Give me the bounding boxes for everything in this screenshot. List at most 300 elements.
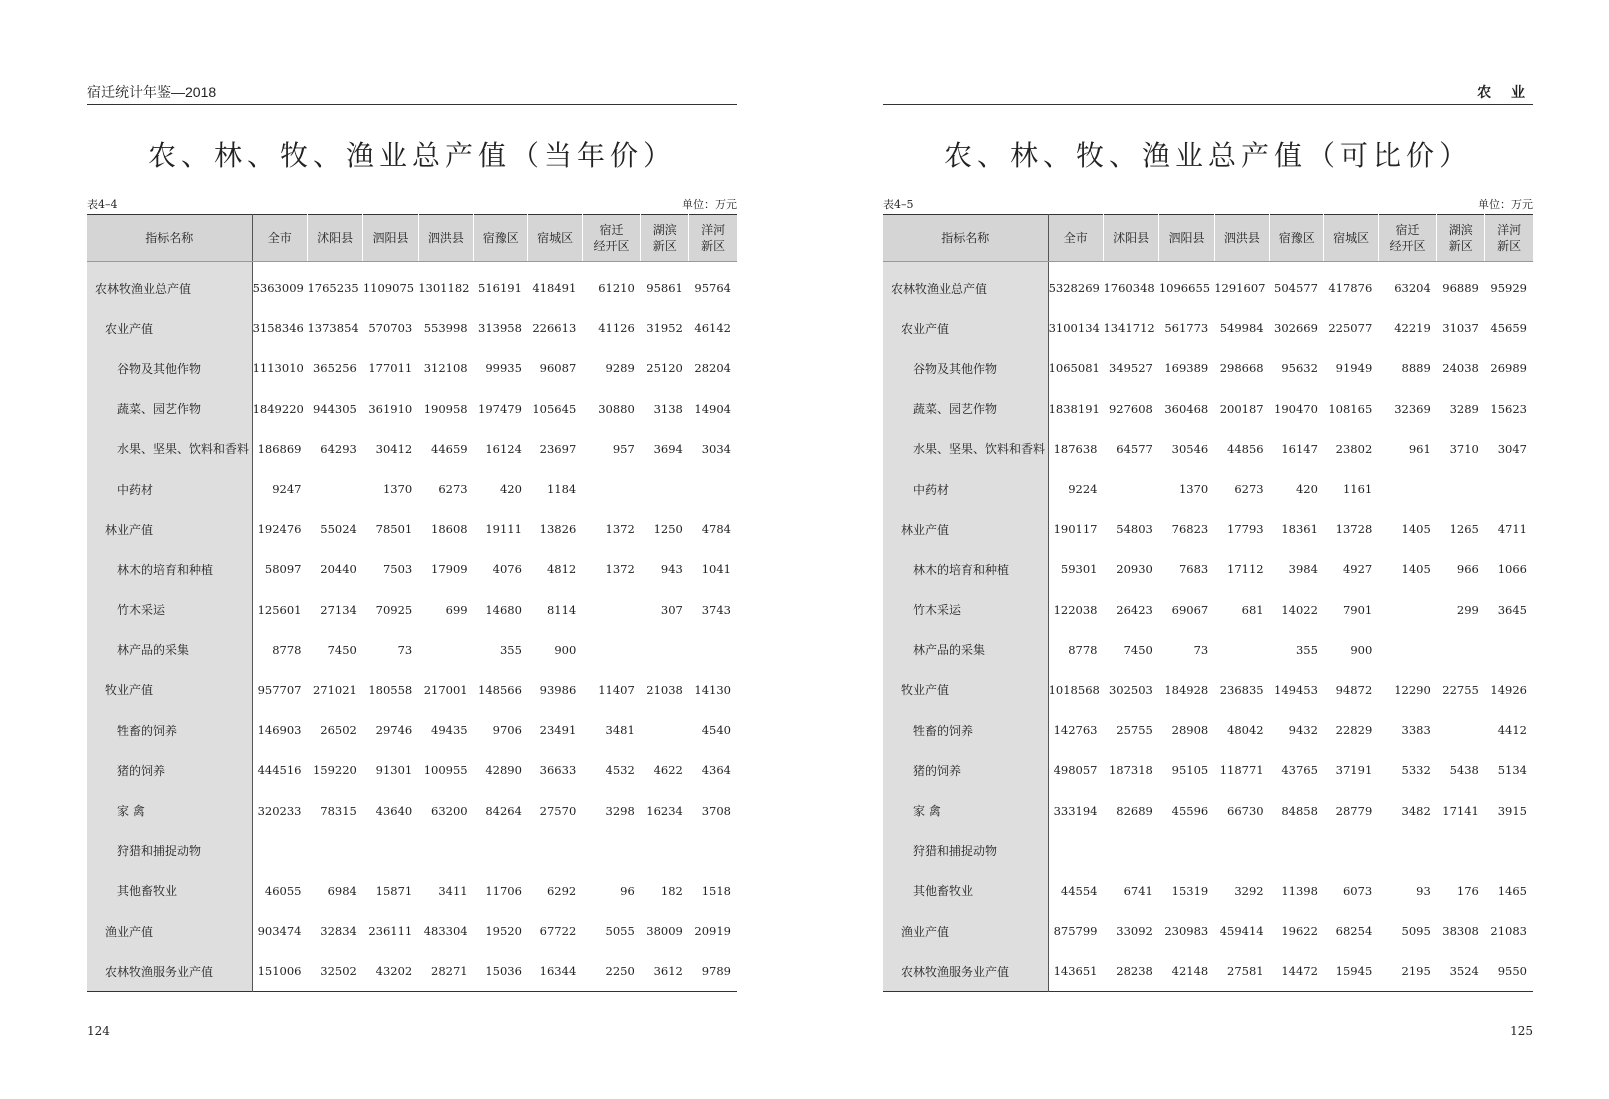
data-cell: 8778 — [1068, 642, 1098, 657]
data-cell: 312108 — [423, 361, 468, 376]
data-cell: 43202 — [375, 964, 413, 979]
data-cell: 46055 — [264, 883, 302, 898]
data-cell: 3710 — [1449, 441, 1479, 456]
data-cell: 498057 — [1053, 763, 1098, 778]
data-cell: 16124 — [485, 441, 522, 456]
data-cell: 1066 — [1497, 562, 1527, 577]
data-cell: 3612 — [653, 964, 683, 979]
data-cell: 6741 — [1123, 883, 1153, 898]
table-row — [87, 951, 737, 992]
data-cell — [474, 831, 528, 871]
data-cell — [582, 831, 641, 871]
data-cell: 190117 — [1053, 522, 1098, 537]
data-cell: 78315 — [320, 803, 357, 818]
data-cell: 118771 — [1219, 763, 1264, 778]
data-cell: 42219 — [1394, 321, 1431, 336]
data-cell: 31952 — [646, 321, 683, 336]
data-cell: 176 — [1456, 883, 1479, 898]
page-number: 124 — [87, 1024, 110, 1038]
row-label: 林产品的采集 — [87, 630, 252, 670]
data-cell — [1437, 469, 1485, 509]
data-cell: 217001 — [423, 682, 468, 697]
data-cell: 64293 — [320, 441, 357, 456]
data-cell: 95861 — [646, 281, 683, 296]
row-label: 水果、坚果、饮料和香料 — [87, 429, 252, 469]
data-cell: 3984 — [1288, 562, 1318, 577]
data-cell — [1437, 710, 1485, 750]
data-cell: 361910 — [368, 401, 413, 416]
data-cell: 36633 — [539, 763, 577, 778]
data-cell: 9789 — [701, 964, 731, 979]
data-cell: 313958 — [478, 321, 522, 336]
data-cell: 5363009 — [252, 281, 304, 296]
table-row — [883, 262, 1533, 309]
column-header: 宿豫区 — [474, 215, 528, 262]
data-cell: 570703 — [368, 321, 413, 336]
data-cell: 142763 — [1053, 723, 1098, 738]
data-cell: 299 — [1456, 602, 1479, 617]
column-header: 宿豫区 — [1270, 215, 1324, 262]
data-cell: 69067 — [1171, 602, 1209, 617]
data-cell: 11398 — [1281, 883, 1318, 898]
data-cell: 9706 — [492, 723, 522, 738]
table-row — [883, 469, 1533, 509]
data-cell: 3411 — [438, 883, 468, 898]
column-header: 洋河 新区 — [689, 215, 737, 262]
row-label: 猪的饲养 — [87, 750, 252, 790]
column-header: 湖滨 新区 — [641, 215, 689, 262]
data-cell — [582, 469, 641, 509]
data-cell — [1103, 469, 1158, 509]
data-cell: 95929 — [1490, 281, 1527, 296]
data-cell: 44659 — [431, 441, 468, 456]
data-cell: 420 — [499, 482, 522, 497]
data-cell: 68254 — [1335, 924, 1373, 939]
data-cell: 302669 — [1274, 321, 1318, 336]
data-cell: 966 — [1456, 562, 1479, 577]
data-cell: 3524 — [1449, 964, 1479, 979]
data-cell: 7503 — [382, 562, 413, 577]
table-row — [883, 509, 1533, 549]
data-cell: 19520 — [485, 924, 522, 939]
data-cell: 6073 — [1342, 883, 1373, 898]
data-cell: 225077 — [1328, 321, 1373, 336]
data-cell — [582, 630, 641, 670]
data-cell: 14022 — [1281, 602, 1318, 617]
data-cell: 11407 — [598, 682, 635, 697]
data-cell — [1378, 630, 1437, 670]
data-cell: 957707 — [257, 682, 302, 697]
data-cell: 302503 — [1108, 682, 1153, 697]
data-cell: 943 — [660, 562, 683, 577]
data-cell: 44554 — [1060, 883, 1098, 898]
data-cell — [1378, 469, 1437, 509]
data-cell: 20440 — [320, 562, 357, 577]
data-cell: 298668 — [1219, 361, 1264, 376]
column-header: 沭阳县 — [307, 215, 362, 262]
data-cell — [363, 831, 418, 871]
data-cell: 96 — [620, 883, 635, 898]
data-cell: 3481 — [605, 723, 635, 738]
data-cell: 3645 — [1497, 602, 1527, 617]
data-cell: 26502 — [320, 723, 357, 738]
data-cell: 59301 — [1060, 562, 1098, 577]
data-cell: 8778 — [272, 642, 302, 657]
row-label: 谷物及其他作物 — [883, 348, 1048, 388]
data-cell: 236835 — [1219, 682, 1264, 697]
table-row — [87, 389, 737, 429]
data-cell: 95105 — [1171, 763, 1209, 778]
data-cell — [689, 630, 737, 670]
data-cell: 1113010 — [252, 361, 304, 376]
row-label: 农林牧渔业总产值 — [883, 262, 1048, 309]
data-cell — [582, 590, 641, 630]
data-cell: 549984 — [1219, 321, 1264, 336]
data-cell: 32369 — [1394, 401, 1431, 416]
data-cell: 504577 — [1274, 281, 1318, 296]
data-cell: 23802 — [1335, 441, 1373, 456]
data-cell: 28204 — [694, 361, 731, 376]
data-cell: 28238 — [1116, 964, 1153, 979]
data-cell: 13728 — [1335, 522, 1373, 537]
data-cell: 105645 — [532, 401, 577, 416]
table-row — [87, 590, 737, 630]
data-cell: 14130 — [694, 682, 731, 697]
data-cell: 4412 — [1497, 723, 1527, 738]
data-cell: 125601 — [257, 602, 302, 617]
data-cell: 3482 — [1401, 803, 1431, 818]
row-label: 其他畜牧业 — [87, 871, 252, 911]
data-cell: 957 — [612, 441, 635, 456]
data-cell: 30880 — [598, 401, 635, 416]
table-row — [883, 630, 1533, 670]
row-label: 林业产值 — [883, 509, 1048, 549]
row-label: 狩猎和捕捉动物 — [87, 831, 252, 871]
data-cell: 4622 — [653, 763, 683, 778]
data-cell: 73 — [397, 642, 413, 657]
data-cell: 26989 — [1490, 361, 1527, 376]
row-label: 狩猎和捕捉动物 — [883, 831, 1048, 871]
data-cell — [641, 831, 689, 871]
row-label: 家 禽 — [87, 790, 252, 830]
data-cell: 84858 — [1281, 803, 1318, 818]
column-header: 全市 — [1048, 215, 1103, 262]
table-body — [883, 262, 1533, 992]
data-cell: 187638 — [1053, 441, 1098, 456]
data-cell: 25120 — [646, 361, 683, 376]
row-label: 其他畜牧业 — [883, 871, 1048, 911]
data-cell: 91301 — [375, 763, 413, 778]
data-cell: 5095 — [1401, 924, 1431, 939]
data-cell: 1373854 — [307, 321, 359, 336]
row-label: 牧业产值 — [883, 670, 1048, 710]
data-cell: 5438 — [1449, 763, 1479, 778]
data-cell: 159220 — [312, 763, 357, 778]
row-label: 水果、坚果、饮料和香料 — [883, 429, 1048, 469]
column-header: 宿迁 经开区 — [582, 215, 641, 262]
data-cell: 230983 — [1164, 924, 1209, 939]
data-cell: 18608 — [431, 522, 468, 537]
data-cell: 23697 — [539, 441, 577, 456]
data-cell: 3289 — [1449, 401, 1479, 416]
data-cell: 3915 — [1497, 803, 1527, 818]
table-row — [87, 911, 737, 951]
data-cell — [1485, 469, 1533, 509]
data-cell: 333194 — [1053, 803, 1098, 818]
data-cell: 16147 — [1281, 441, 1318, 456]
data-cell: 177011 — [368, 361, 413, 376]
unit-label: 单位：万元 — [1478, 198, 1533, 211]
data-cell: 5328269 — [1048, 281, 1100, 296]
column-header: 洋河 新区 — [1485, 215, 1533, 262]
data-cell: 561773 — [1164, 321, 1209, 336]
data-cell: 58097 — [264, 562, 302, 577]
data-cell: 14926 — [1490, 682, 1527, 697]
table-row — [883, 750, 1533, 790]
column-header: 泗洪县 — [1214, 215, 1269, 262]
data-cell — [1485, 831, 1533, 871]
data-cell: 4364 — [701, 763, 731, 778]
unit-label: 单位：万元 — [682, 198, 737, 211]
data-cell: 151006 — [257, 964, 302, 979]
data-cell — [689, 831, 737, 871]
data-cell: 1301182 — [418, 281, 470, 296]
data-cell — [418, 831, 473, 871]
data-cell: 184928 — [1164, 682, 1209, 697]
data-cell: 4711 — [1497, 522, 1527, 537]
data-cell: 420 — [1295, 482, 1318, 497]
data-cell — [1103, 831, 1158, 871]
data-cell: 94872 — [1335, 682, 1373, 697]
data-cell: 45596 — [1171, 803, 1209, 818]
data-cell: 149453 — [1274, 682, 1318, 697]
table-row — [883, 348, 1533, 388]
row-label: 中药材 — [87, 469, 252, 509]
row-label: 谷物及其他作物 — [87, 348, 252, 388]
table-row — [87, 308, 737, 348]
data-cell: 148566 — [478, 682, 522, 697]
data-cell: 32502 — [320, 964, 357, 979]
data-cell: 1096655 — [1158, 281, 1211, 296]
table-row — [87, 509, 737, 549]
data-cell: 22829 — [1335, 723, 1373, 738]
data-cell: 182 — [660, 883, 683, 898]
data-cell: 95632 — [1281, 361, 1318, 376]
data-cell: 903474 — [257, 924, 302, 939]
data-cell: 27134 — [320, 602, 357, 617]
table-row — [883, 951, 1533, 992]
column-header: 指标名称 — [87, 215, 252, 262]
data-cell: 307 — [660, 602, 683, 617]
data-cell: 48042 — [1227, 723, 1264, 738]
data-cell: 24038 — [1442, 361, 1479, 376]
row-label: 农林牧渔服务业产值 — [883, 951, 1048, 992]
data-cell: 61210 — [598, 281, 635, 296]
table-row — [883, 790, 1533, 830]
data-cell: 360468 — [1164, 401, 1209, 416]
page-title: 农、林、牧、渔业总产值（可比价） — [943, 139, 1472, 172]
data-cell: 44856 — [1227, 441, 1264, 456]
data-cell: 38009 — [646, 924, 683, 939]
data-cell — [1485, 630, 1533, 670]
table-row — [87, 750, 737, 790]
data-cell: 6273 — [1234, 482, 1264, 497]
table-number: 表4–4 — [87, 198, 118, 211]
data-cell: 100955 — [423, 763, 468, 778]
data-cell: 180558 — [368, 682, 413, 697]
data-cell: 16344 — [539, 964, 577, 979]
data-cell: 21038 — [646, 682, 683, 697]
data-cell: 73 — [1193, 642, 1209, 657]
table-row — [87, 710, 737, 750]
data-cell — [1437, 831, 1485, 871]
table-meta — [87, 196, 737, 212]
data-cell: 17909 — [431, 562, 468, 577]
column-header: 宿城区 — [528, 215, 582, 262]
data-cell: 14904 — [694, 401, 731, 416]
row-label: 林木的培育和种植 — [87, 549, 252, 589]
data-cell: 45659 — [1490, 321, 1527, 336]
table-number: 表4–5 — [883, 198, 914, 211]
data-cell: 459414 — [1219, 924, 1264, 939]
running-head-left — [87, 84, 737, 105]
data-cell: 55024 — [320, 522, 357, 537]
column-header: 全市 — [252, 215, 307, 262]
data-cell: 190958 — [423, 401, 468, 416]
data-cell: 4927 — [1342, 562, 1373, 577]
table-row — [883, 549, 1533, 589]
table-row — [883, 308, 1533, 348]
data-cell: 93986 — [539, 682, 577, 697]
data-cell: 3694 — [653, 441, 683, 456]
data-cell: 271021 — [312, 682, 357, 697]
data-cell: 2195 — [1401, 964, 1431, 979]
data-cell: 70925 — [375, 602, 413, 617]
data-cell: 9289 — [605, 361, 635, 376]
data-cell: 49435 — [431, 723, 468, 738]
data-cell: 4532 — [605, 763, 635, 778]
table-row — [87, 831, 737, 871]
data-cell: 26423 — [1116, 602, 1153, 617]
data-cell: 3047 — [1497, 441, 1527, 456]
data-cell: 96087 — [539, 361, 577, 376]
data-cell: 1518 — [701, 883, 731, 898]
data-cell: 38308 — [1442, 924, 1479, 939]
data-cell: 1372 — [605, 562, 635, 577]
data-cell: 3034 — [701, 441, 731, 456]
table-header-row — [87, 215, 737, 262]
data-cell — [1048, 831, 1103, 871]
data-cell: 444516 — [257, 763, 302, 778]
page-title: 农、林、牧、渔业总产值（当年价） — [147, 139, 676, 172]
data-cell: 8114 — [546, 602, 577, 617]
row-label: 蔬菜、园艺作物 — [883, 389, 1048, 429]
data-cell: 19622 — [1281, 924, 1318, 939]
data-cell: 18361 — [1281, 522, 1318, 537]
data-cell — [1214, 831, 1269, 871]
data-cell: 4540 — [701, 723, 731, 738]
data-cell: 186869 — [257, 441, 302, 456]
left-page — [87, 0, 737, 1099]
data-cell: 197479 — [478, 401, 522, 416]
data-cell: 961 — [1408, 441, 1431, 456]
data-cell: 54803 — [1116, 522, 1153, 537]
data-cell — [418, 630, 473, 670]
table-row — [883, 429, 1533, 469]
data-cell: 7901 — [1342, 602, 1373, 617]
data-cell: 200187 — [1219, 401, 1264, 416]
data-cell: 16234 — [646, 803, 683, 818]
data-cell: 3138 — [653, 401, 683, 416]
column-header: 湖滨 新区 — [1437, 215, 1485, 262]
row-label: 林产品的采集 — [883, 630, 1048, 670]
column-header: 泗阳县 — [363, 215, 418, 262]
data-cell: 15319 — [1171, 883, 1209, 898]
data-cell: 91949 — [1335, 361, 1373, 376]
data-cell: 64577 — [1116, 441, 1153, 456]
data-cell: 15871 — [375, 883, 413, 898]
data-cell: 9247 — [272, 482, 302, 497]
data-cell: 320233 — [257, 803, 302, 818]
data-cell: 21083 — [1490, 924, 1527, 939]
data-cell: 483304 — [423, 924, 468, 939]
running-head-right — [883, 84, 1533, 105]
column-header: 宿城区 — [1324, 215, 1378, 262]
data-cell: 3708 — [701, 803, 731, 818]
data-cell: 1161 — [1342, 482, 1373, 497]
data-cell: 7450 — [1123, 642, 1153, 657]
data-cell: 11706 — [485, 883, 522, 898]
data-cell: 1405 — [1401, 562, 1431, 577]
data-cell: 23491 — [539, 723, 577, 738]
data-cell: 66730 — [1227, 803, 1264, 818]
data-cell — [641, 710, 689, 750]
chapter-title: 农 业 — [1477, 84, 1533, 100]
data-cell: 3100134 — [1048, 321, 1100, 336]
row-label: 家 禽 — [883, 790, 1048, 830]
data-cell: 169389 — [1164, 361, 1209, 376]
data-cell: 78501 — [375, 522, 413, 537]
data-cell: 28271 — [431, 964, 468, 979]
data-cell: 42890 — [485, 763, 522, 778]
data-cell: 28908 — [1171, 723, 1209, 738]
row-label: 农业产值 — [883, 308, 1048, 348]
row-label: 渔业产值 — [883, 911, 1048, 951]
data-cell: 6984 — [327, 883, 357, 898]
row-label: 中药材 — [883, 469, 1048, 509]
data-cell: 1109075 — [362, 281, 415, 296]
table-row — [883, 911, 1533, 951]
table-meta — [883, 196, 1533, 212]
data-cell: 1849220 — [252, 401, 304, 416]
data-cell: 1838191 — [1048, 401, 1100, 416]
data-cell: 63200 — [431, 803, 468, 818]
row-label: 猪的饲养 — [883, 750, 1048, 790]
data-cell: 1041 — [701, 562, 731, 577]
data-cell: 900 — [554, 642, 577, 657]
data-cell: 1065081 — [1048, 361, 1100, 376]
data-cell: 19111 — [485, 522, 522, 537]
data-cell: 2250 — [605, 964, 635, 979]
column-header: 沭阳县 — [1103, 215, 1158, 262]
data-cell: 1291607 — [1214, 281, 1266, 296]
table-row — [883, 710, 1533, 750]
right-page — [883, 0, 1533, 1099]
table-row — [883, 590, 1533, 630]
data-cell: 41126 — [598, 321, 635, 336]
row-label: 牧业产值 — [87, 670, 252, 710]
column-header: 泗阳县 — [1159, 215, 1214, 262]
